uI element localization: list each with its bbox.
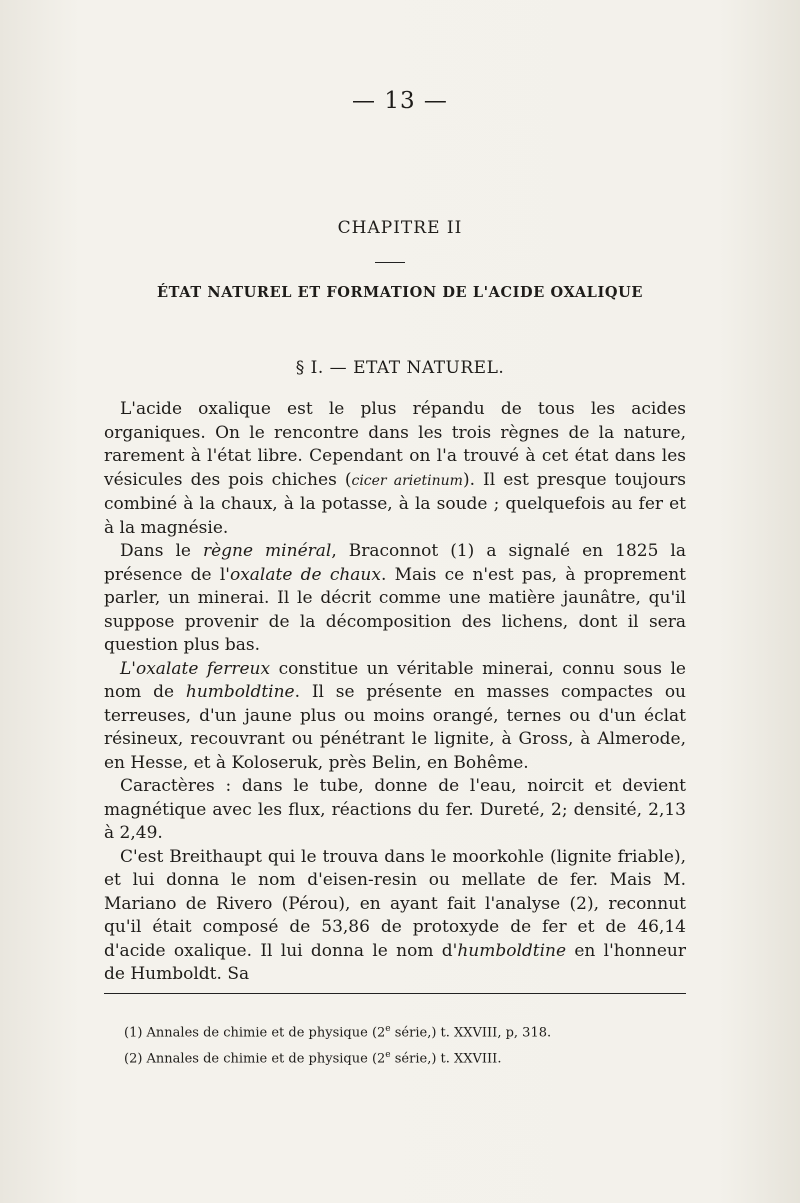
paragraph-3: L'oxalate ferreux constitue un véritable minerai, connu sous le nom de humboldtine. Il se présente en masses compactes ou terreuses, d'un jaune plus ou moins orangé, ternes ou d'un éclat résineux, recouvrant ou pénétrant le lignite, à Gross, à Almerode, en Hesse, et à Koloseruk, près Belin, en Bohême. xyxy=(104,658,687,773)
footnote-2: (2) Annales de chimie et de physique (2e série,) t. XXVIII. xyxy=(124,1050,502,1067)
chapter-heading: CHAPITRE II xyxy=(337,218,463,238)
paragraph-5: C'est Breithaupt qui le trouva dans le moorkohle (lignite friable), et lui donna le nom d'eisen-resin ou mellate de fer. Mais M. Mariano de Rivero (Pérou), en ayant fait l'analyse (2), reconnut qu'il était composé de 53,86 de protoxyde de fer et de 46,14 d'acide oxalique. Il lui donna le nom d'humboldtine en l'honneur de Humboldt. Sa xyxy=(104,846,686,984)
section-title: § I. — ETAT NATUREL. xyxy=(295,358,505,378)
footnote-1: (1) Annales de chimie et de physique (2e série,) t. XXVIII, p, 318. xyxy=(124,1024,552,1041)
footnote-rule xyxy=(104,993,686,994)
body-text xyxy=(104,398,686,987)
chapter-rule xyxy=(375,262,405,263)
footnotes xyxy=(124,1018,684,1071)
chapter-title: ÉTAT NATUREL ET FORMATION DE L'ACIDE OXALIQUE xyxy=(157,284,643,301)
paragraph-2: Dans le règne minéral, Braconnot (1) a signalé en 1825 la présence de l'oxalate de chaux. Mais ce n'est pas, à proprement parler, un minerai. Il le décrit comme une matière jaunâtre, qu'il suppose provenir de la décomposition des lichens, dont il sera question plus bas. xyxy=(104,541,686,655)
paragraph-4: Caractères : dans le tube, donne de l'eau, noircit et devient magnétique avec les flux, réactions du fer. Dureté, 2; densité, 2,13 à 2,49. xyxy=(104,776,686,843)
paragraph-1: L'acide oxalique est le plus répandu de tous les acides organiques. On le rencontre dans les trois règnes de la nature, rarement à l'état libre. Cependant on l'a trouvé à cet état dans les vésicules des pois chiches (cicer arietinum). Il est presque toujours combiné à la chaux, à la potasse, à la soude ; quelquefois au fer et à la magnésie. xyxy=(104,399,686,538)
page-number: — 13 — xyxy=(352,88,448,114)
